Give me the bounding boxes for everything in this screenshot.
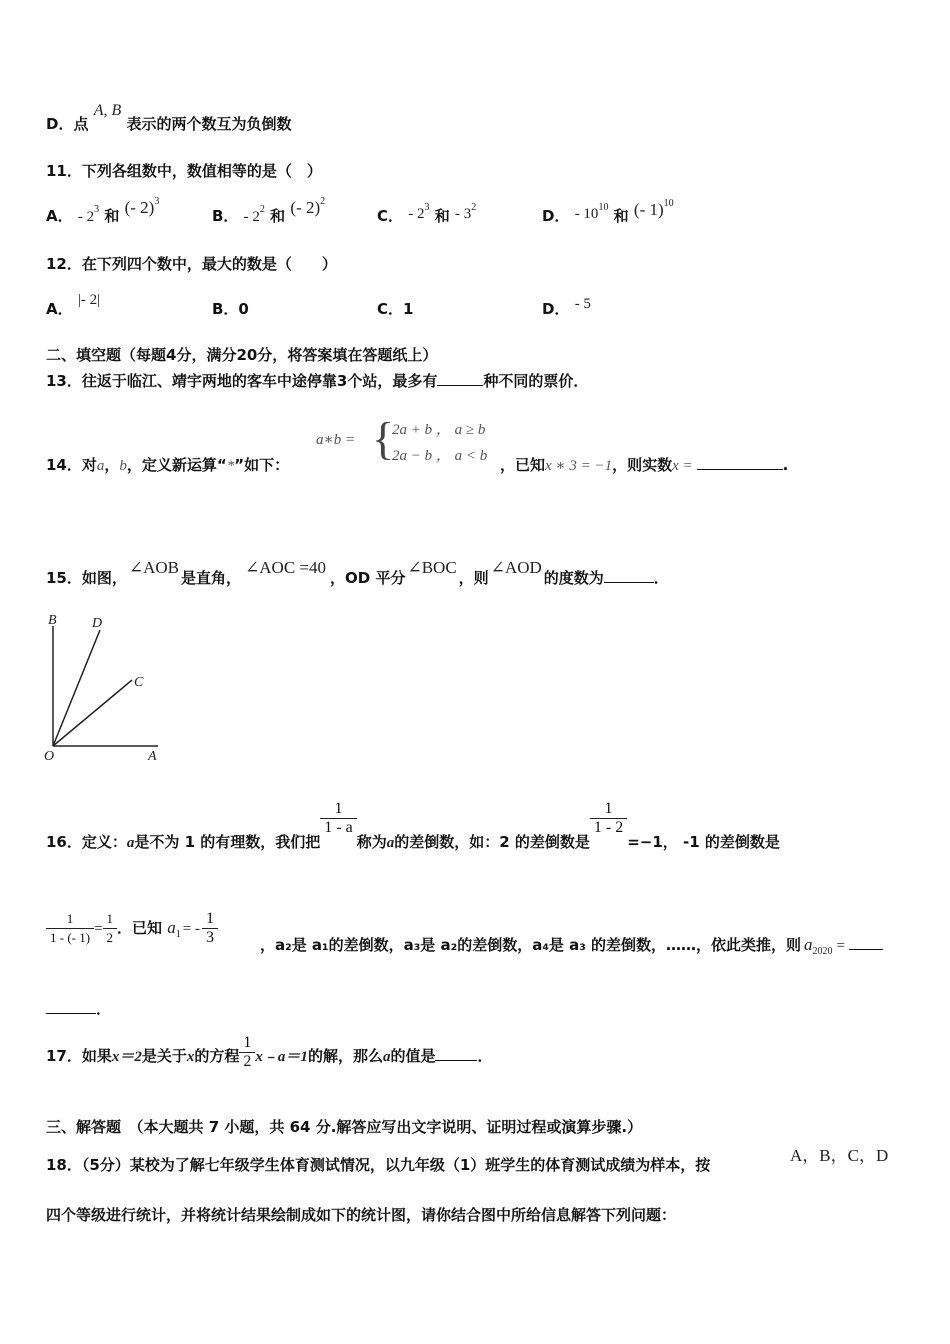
q14-known: ，已知 (500, 456, 546, 474)
q16-frac-4-den: 2 (106, 930, 114, 945)
label-a: A (148, 749, 157, 764)
q11-b-right-exp: 2 (320, 196, 326, 207)
q11-b-left-exp: 2 (259, 204, 265, 215)
q14-text-right (500, 454, 788, 477)
q11-option-d (542, 198, 674, 226)
q15-text (46, 558, 669, 589)
label-c: C (134, 675, 144, 690)
q16-frac-2 (590, 800, 627, 837)
q16-frac-5 (202, 910, 218, 947)
label-o: O (44, 749, 55, 764)
q12-option-a (46, 292, 101, 319)
q16-frac-5-den: 3 (206, 929, 215, 946)
q17-mid4: 的值是 (390, 1047, 436, 1065)
q14-star: * (226, 458, 235, 474)
q13-text-before: 13．往返于临江、靖宇两地的客车中途停靠3个站，最多有 (46, 372, 438, 390)
q18-line-2: 四个等级进行统计，并将统计结果绘制成如下的统计图，请你结合图中所给信息解答下列问题： (46, 1206, 677, 1224)
q12-a-value: |- 2| (77, 292, 101, 308)
q16-frac-1-den: 1 - a (324, 819, 353, 836)
q16-rest: ，a₂是 a₁的差倒数，a₃是 a₂的差倒数，a₄是 a₃ 的差倒数，……，依此类推，则 (260, 936, 802, 954)
q16-frac-3-den: 1 - (- 1) (50, 930, 91, 945)
q14-var-a: a (96, 458, 105, 474)
q12-option-b: B．0 (212, 300, 249, 318)
q14-end: . (782, 456, 789, 474)
q14-middle: ，定义新运算“ (126, 456, 227, 474)
q16-var-a-2: a (386, 835, 395, 851)
q16-frac-4-num: 1 (103, 910, 118, 929)
q16-text-e: =−1， -1 的差倒数是 (627, 833, 780, 851)
q17-x-eq: x＝2 (111, 1049, 142, 1065)
q11-b-and: 和 (270, 207, 286, 225)
q14-answer-blank (697, 455, 783, 470)
q18-line-1: 18．（5分）某校为了解七年级学生体育测试情况，以九年级（1）班学生的体育测试成绩为样本，按 (46, 1156, 711, 1174)
q17-mid: 是关于 (141, 1047, 187, 1065)
q12-a-label: A． (46, 300, 73, 318)
q17-mid2: 的方程 (194, 1047, 240, 1065)
q11-a-left: - 2 (77, 209, 95, 225)
q15-angle-aod: ∠AOD (490, 558, 542, 577)
q16-a2020-eq: = (836, 938, 846, 954)
q11-a-label: A． (46, 207, 73, 225)
q10-d-math: A, B (93, 102, 122, 119)
q16-a2020-symbol: a (804, 935, 813, 954)
q11-d-left: - 10 (574, 206, 599, 222)
q12-option-d (542, 298, 591, 319)
q13-answer-blank (437, 371, 483, 386)
q14-x-eq: x = (672, 458, 693, 474)
q12-d-value: - 5 (574, 296, 591, 312)
ray-oc (53, 680, 132, 746)
q17-mid3: 的解，那么 (307, 1047, 383, 1065)
q12-option-c: C．1 (377, 300, 414, 318)
q16-text-c: 称为 (356, 833, 387, 851)
q15-right-angle: 是直角， (181, 569, 242, 587)
q16-frac-1-num: 1 (320, 800, 356, 819)
q16-equals: = (94, 921, 103, 937)
q14-case-1: 2a + b ， a ≥ b (392, 422, 486, 438)
q16-text-b: 是不为 1 的有理数，我们把 (134, 833, 321, 851)
q11-d-right-exp: 10 (663, 198, 674, 209)
q15-angle-aob: ∠AOB (128, 558, 180, 577)
q16-frac-2-num: 1 (590, 800, 627, 819)
q16-frac-1 (320, 800, 356, 837)
q11-c-right: - 3 (454, 206, 472, 222)
q11-stem: 11．下列各组数中，数值相等的是（ ） (46, 162, 322, 180)
q14-then: ，则实数 (612, 456, 673, 474)
q14-comma: ， (104, 456, 120, 474)
q11-option-a (46, 196, 160, 226)
q11-d-label: D． (542, 207, 570, 225)
q17 (46, 1034, 492, 1071)
q15-end: ． (653, 569, 669, 587)
q14-case-2: 2a − b ， a < b (392, 448, 488, 464)
q11-a-left-exp: 3 (94, 204, 100, 215)
q16-answer-blank-2 (46, 999, 96, 1014)
q16-line-2-right (260, 934, 883, 959)
q11-d-and: 和 (613, 207, 629, 225)
ray-od (53, 630, 100, 746)
q11-c-and: 和 (434, 207, 450, 225)
q17-a: a (382, 1049, 391, 1065)
section-2-title: 二、填空题（每题4分，满分20分，将答案填在答题纸上） (46, 346, 438, 364)
q11-option-c (377, 202, 477, 226)
q16-a1-symbol: a (167, 918, 176, 937)
q16-text-d: 的差倒数，如：2 的差倒数是 (394, 833, 590, 851)
q16-var-a-1: a (126, 835, 135, 851)
q16-a1-subscript: 1 (175, 929, 181, 940)
q15-then: ，则 (458, 569, 489, 587)
q16-frac-3 (46, 910, 94, 947)
q10-d-text: 表示的两个数互为负倒数 (126, 115, 292, 133)
q11-c-right-exp: 2 (471, 202, 477, 213)
q11-c-label: C． (377, 207, 404, 225)
q11-a-right: (- 2) (124, 198, 155, 217)
q16-answer-blank-1 (849, 935, 883, 950)
q14-text (46, 454, 289, 477)
q11-d-left-exp: 10 (598, 202, 609, 213)
q11-option-b (212, 196, 326, 226)
q16-known: ．已知 (117, 919, 163, 937)
q17-answer-blank (435, 1046, 477, 1061)
q11-c-left-exp: 3 (424, 202, 430, 213)
q16-frac-2-den: 1 - 2 (593, 819, 624, 836)
q17-end: ． (477, 1047, 493, 1065)
q11-b-right: (- 2) (290, 198, 321, 217)
q16-frac-3-num: 1 (46, 910, 94, 929)
q17-prefix: 17．如果 (46, 1047, 112, 1065)
q11-c-left: - 2 (408, 206, 425, 222)
q17-frac (239, 1034, 255, 1071)
q15-answer-blank (604, 568, 654, 583)
q17-x: x (186, 1049, 195, 1065)
label-d: D (92, 616, 103, 631)
q11-b-left: - 2 (243, 209, 260, 225)
q16-frac-4 (103, 910, 118, 947)
q11-d-right: (- 1) (633, 200, 664, 219)
q17-expression: x﹣a＝1 (255, 1049, 308, 1065)
q16-line-2 (46, 910, 218, 947)
q17-frac-num: 1 (239, 1034, 255, 1053)
q15-angle-aoc: ∠AOC =40 (245, 558, 327, 577)
q14-prefix: 14．对 (46, 456, 97, 474)
q14-after-star: ”如下： (234, 456, 290, 474)
q11-a-right-exp: 3 (154, 196, 160, 207)
q16-line-3 (46, 998, 111, 1020)
q14-equation: x ∗ 3 = −1 (545, 458, 613, 474)
q15-angle-boc: ∠BOC (407, 558, 457, 577)
q12-stem: 12．在下列四个数中，最大的数是（ ） (46, 255, 337, 273)
q13-text-after: 种不同的票价． (483, 372, 589, 390)
q13 (46, 370, 588, 392)
q10-d-label: D．点 (46, 115, 89, 133)
q18-grades: A，B，C，D (790, 1146, 889, 1165)
label-b: B (48, 613, 57, 628)
q11-b-label: B． (212, 207, 239, 225)
q17-frac-den: 2 (243, 1053, 252, 1070)
q10-option-d (46, 102, 292, 136)
section-3-title: 三、解答题 （本大题共 7 小题，共 64 分.解答应写出文字说明、证明过程或演算步骤.） (46, 1118, 643, 1136)
q16-line-1 (46, 800, 780, 850)
q16-end: ． (96, 1000, 112, 1018)
q12-d-label: D． (542, 300, 570, 318)
q15-od: ，OD 平分 (330, 569, 406, 587)
q15-prefix: 15．如图， (46, 569, 127, 587)
q11-a-and: 和 (104, 207, 120, 225)
q16-a2020-subscript: 2020 (812, 946, 833, 957)
q14-brace: { (372, 413, 395, 464)
q14-def-lhs: a∗b = (316, 432, 356, 448)
q15-angle-figure (40, 608, 170, 768)
q16-intro: 16．定义： (46, 833, 127, 851)
q15-ask: 的度数为 (543, 569, 604, 587)
q16-a1-eq: = - (182, 921, 201, 937)
q14-var-b: b (119, 458, 127, 474)
q16-frac-5-num: 1 (202, 910, 218, 929)
